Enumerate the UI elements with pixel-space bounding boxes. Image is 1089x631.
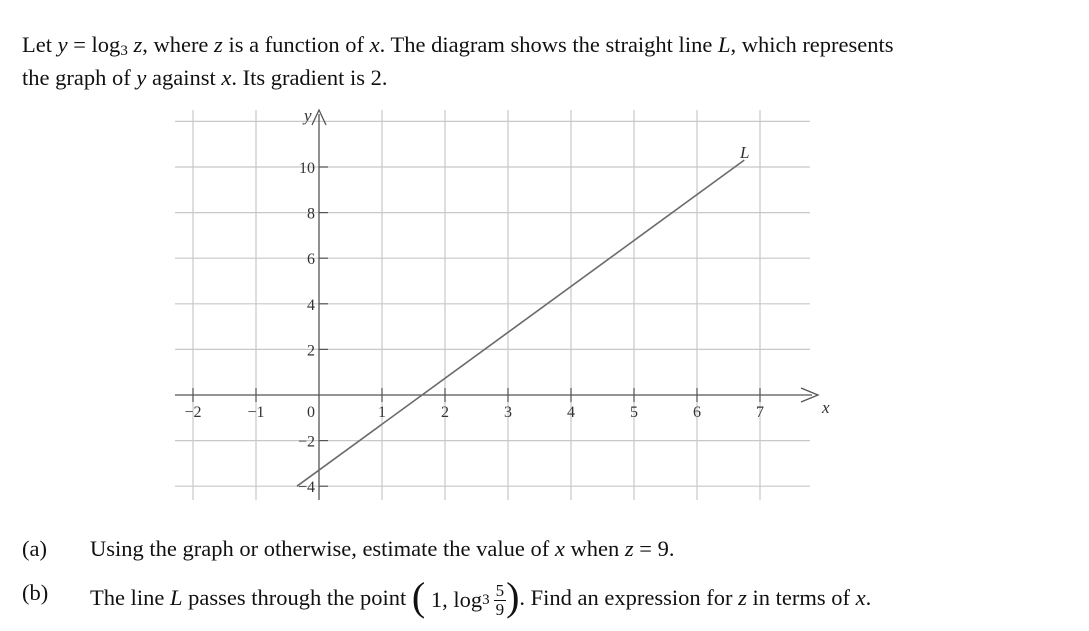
var-z: z	[133, 32, 143, 57]
point-expression: ( 1, log 3 $\frac{5}{9}$ )	[411, 574, 520, 619]
fraction-denominator: 9	[495, 599, 505, 619]
line-label-L: L	[740, 143, 750, 162]
intro-text: is a function of	[222, 32, 370, 57]
y-tick-labels	[298, 160, 315, 496]
q-text: passes through the point	[182, 585, 412, 611]
grid-horizontal	[175, 121, 810, 486]
paren-close: )	[506, 574, 520, 619]
var-y: y	[136, 65, 147, 90]
series-L	[297, 160, 744, 486]
x-axis-label: x	[822, 398, 830, 417]
question-a-text	[90, 536, 674, 562]
q-text: = 9.	[633, 536, 675, 561]
intro-text: = log	[67, 32, 121, 57]
q-text: Using the graph or otherwise, estimate the value of	[90, 536, 555, 561]
x-tick-label: 2	[441, 404, 449, 421]
x-tick-label: 4	[567, 404, 575, 421]
question-a-label: (a)	[22, 536, 47, 561]
y-tick-label: 2	[307, 342, 315, 360]
intro-text: . Its gradient is 2.	[231, 65, 388, 90]
q-text: . Find an expression for	[519, 585, 739, 611]
intro-text: Let	[22, 32, 58, 57]
grid-vertical	[193, 110, 760, 500]
var-y: y	[57, 32, 68, 57]
fraction-5-9	[494, 582, 507, 619]
x-tick-label: −1	[247, 404, 265, 421]
fraction-numerator: 5	[495, 580, 505, 600]
var-x: x	[855, 585, 866, 611]
x-tick-label: 6	[693, 404, 701, 421]
intro-text: , where	[142, 32, 215, 57]
line-L	[297, 160, 744, 486]
paren-open: (	[411, 574, 426, 619]
var-z: z	[738, 585, 747, 611]
x-tick-label: 7	[756, 404, 764, 421]
axes	[175, 110, 818, 500]
x-tick-label: 1	[378, 404, 386, 421]
y-tick-label: 6	[307, 251, 315, 269]
var-z: z	[624, 536, 634, 561]
y-tick-label: −2	[297, 433, 315, 451]
x-tick-label: 0	[307, 404, 315, 421]
x-tick-label: −2	[184, 404, 202, 421]
question-b-text	[90, 574, 872, 620]
intro-text: , which represents	[730, 32, 894, 57]
q-text: in terms of	[746, 585, 856, 611]
q-text: when	[564, 536, 625, 561]
axis-ticks	[193, 167, 760, 486]
question-b-label: (b)	[22, 580, 49, 605]
y-tick-label: 10	[299, 160, 315, 177]
x-tick-label: 3	[504, 404, 512, 421]
x-tick-labels	[184, 404, 764, 421]
q-text: The line	[90, 585, 170, 611]
var-x: x	[554, 536, 565, 561]
y-axis-label: y	[304, 106, 312, 125]
var-x: x	[221, 65, 232, 90]
intro-text: . The diagram shows the straight line	[379, 32, 718, 57]
x-tick-label: 5	[630, 404, 638, 421]
var-z: z	[214, 32, 223, 57]
var-L: L	[717, 32, 731, 57]
intro-text: against	[146, 65, 222, 90]
y-tick-label: −4	[297, 479, 315, 497]
point-x: 1,	[430, 587, 448, 612]
intro-text: the graph of	[22, 65, 137, 90]
q-text: .	[865, 585, 872, 611]
var-x: x	[369, 32, 380, 57]
y-tick-label: 4	[307, 296, 315, 314]
y-tick-label: 8	[307, 205, 315, 223]
var-L: L	[169, 585, 183, 611]
point-log: log	[453, 587, 483, 612]
log-base: 3	[120, 43, 128, 59]
